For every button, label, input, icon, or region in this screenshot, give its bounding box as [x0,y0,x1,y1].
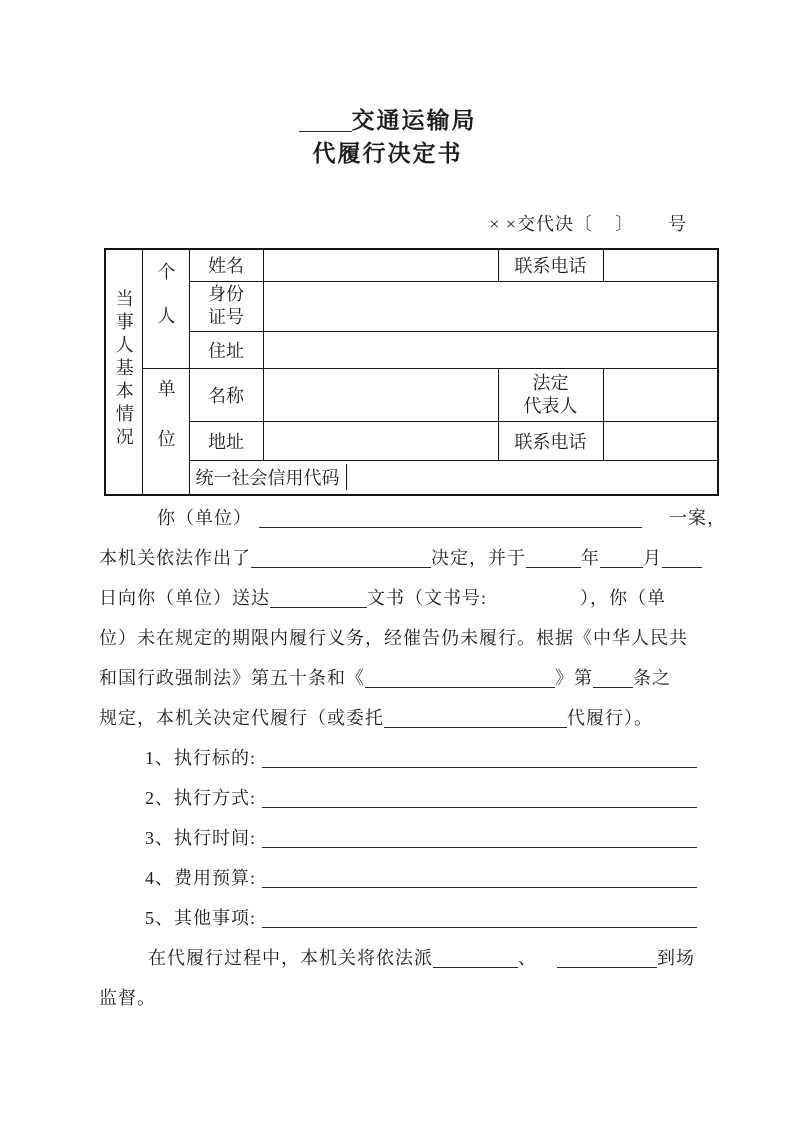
legal-rep-label-text: 法定 代表人 [523,372,578,416]
fill-in-blank-line [259,513,642,528]
fill-in-blank-line [262,873,697,888]
fill-in-blank-line [557,953,657,968]
text-run: 3、执行时间: [145,828,257,848]
org-group-cell [142,368,189,495]
intro-line-2 [99,538,717,578]
fill-in-blank-line [251,553,431,568]
org-name-value [263,368,498,421]
text-run: 〕 [615,214,634,234]
document-header [0,0,775,170]
person-phone-value [603,249,718,281]
fill-in-blank-line [600,553,643,568]
space-gap [252,522,259,524]
credit-code-wrap [190,464,718,490]
supervision-line-1 [99,938,717,978]
doc-number [0,212,687,236]
space-gap [537,962,557,964]
text-run: 交通运输局 [351,108,477,133]
person-phone-label: 联系电话 [498,249,603,281]
text-run: 5、其他事项: [145,908,257,928]
legal-rep-label [498,368,603,421]
text-run: 》第 [555,668,593,688]
space-gap [642,522,669,524]
fill-in-blank-line [262,833,697,848]
space-gap [593,228,615,230]
text-run: 4、费用预算: [145,868,257,888]
text-run: 在代履行过程中，本机关将依法派 [148,948,433,968]
org-address-value [263,421,498,460]
person-group-label: 个人 [155,262,176,351]
credit-code-row [189,460,718,495]
fill-in-blank-line [384,713,567,728]
agency-title-line [0,104,775,137]
fill-in-blank-line [662,553,702,568]
item-5-other-matters [99,898,717,938]
text-run: 规定，本机关决定代履行（或委托 [99,708,384,728]
fill-in-blank-line [262,913,697,928]
person-address-value [263,331,718,368]
intro-line-5 [99,658,717,698]
text-run: 本机关依法作出了 [99,548,251,568]
text-run: × ×交代决〔 [489,214,593,234]
text-run: 号 [668,214,687,234]
text-run: 位）未在规定的期限内履行义务，经催告仍未履行。根据《中华人民共 [99,628,688,648]
text-run: 条之 [633,668,671,688]
org-address-label: 地址 [189,421,263,460]
document-title: 代履行决定书 [312,141,463,166]
fill-in-blank-line [433,953,518,968]
document-body [99,498,726,1018]
item-2-execution-method [99,778,717,818]
fill-in-blank-line [593,673,633,688]
text-run: 和国行政强制法》第五十条和《 [99,668,365,688]
person-id-label [189,281,263,331]
person-address-label: 住址 [189,331,263,368]
person-id-label-text: 身份 证号 [208,284,244,327]
text-run: 决定，并于 [431,548,526,568]
text-run: 代履行）。 [567,708,653,728]
text-run: ），你（单 [580,588,667,608]
section-header: 当事人基本情况 [113,289,134,450]
fill-in-blank-line [262,753,697,768]
person-name-label: 姓名 [189,249,263,281]
person-name-value [263,249,498,281]
item-3-execution-time [99,818,717,858]
intro-line-6 [99,698,717,738]
intro-line-3 [99,578,717,618]
space-gap [634,228,668,230]
section-header-cell [105,249,142,495]
space-gap [487,602,580,604]
fill-in-blank-line [270,593,367,608]
supervision-line-2 [99,978,717,1018]
text-run: 监督。 [99,988,156,1008]
text-run: 一案， [669,508,726,528]
intro-line-1 [99,498,726,538]
text-run: 到场 [657,948,695,968]
text-run: 日向你（单位）送达 [99,588,270,608]
item-1-execution-target [99,738,717,778]
org-phone-value [603,421,718,460]
text-run: 你（单位） [157,508,252,528]
credit-code-label: 统一社会信用代码 [190,464,347,490]
fill-in-blank-line [299,117,352,132]
item-4-cost-budget [99,858,717,898]
person-id-value [263,281,718,331]
org-phone-label: 联系电话 [498,421,603,460]
intro-line-4 [99,618,717,658]
text-run: 、 [518,948,537,968]
fill-in-blank-line [526,553,581,568]
fill-in-blank-line [262,793,697,808]
legal-rep-value [603,368,718,421]
text-run: 1、执行标的: [145,748,257,768]
org-name-label: 名称 [189,368,263,421]
fill-in-blank-line [365,673,555,688]
text-run: 文书（文书号: [367,588,488,608]
text-run: 年 [581,548,600,568]
text-run: 月 [643,548,662,568]
text-run: 2、执行方式: [145,788,257,808]
party-info-table [104,248,719,496]
org-group-label: 单位 [155,378,176,479]
person-group-cell [142,249,189,368]
credit-code-value [347,464,718,490]
